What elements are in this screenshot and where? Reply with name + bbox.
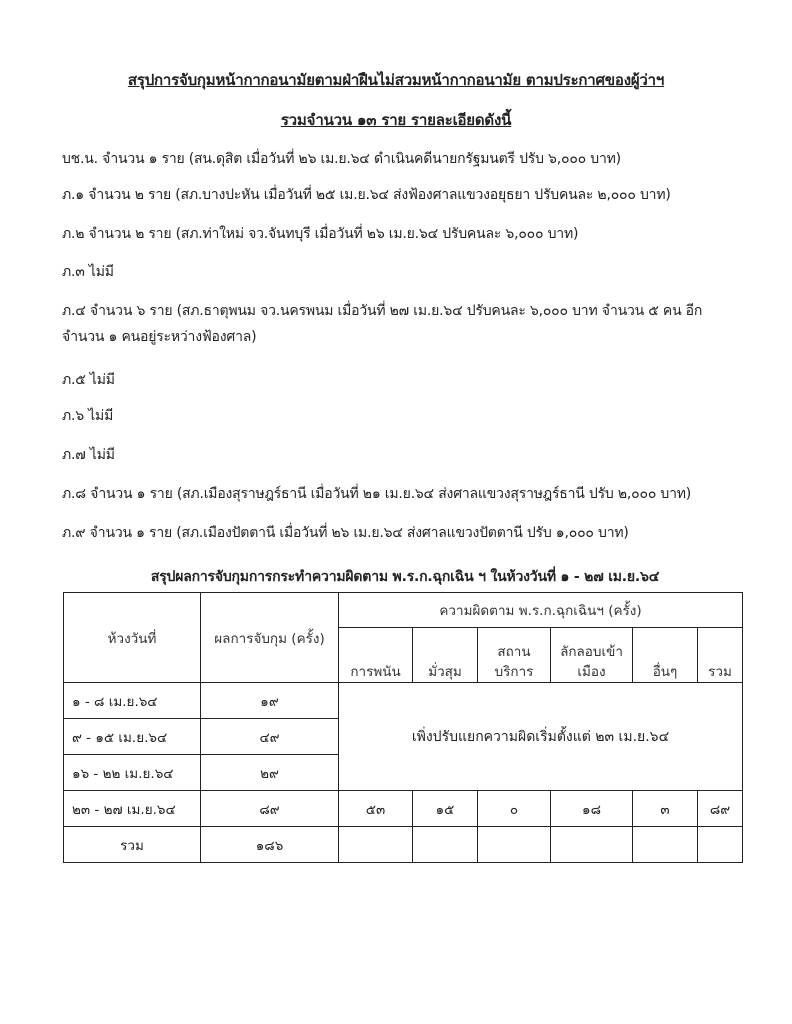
sum-gathering: [413, 827, 478, 863]
header-gathering: มั่วสุม: [413, 628, 478, 683]
entry-region-3: ภ.๓ ไม่มี: [62, 264, 114, 280]
arrest-summary-table: [63, 592, 743, 863]
entry-region-9: ภ.๙ จำนวน ๑ ราย (สภ.เมืองปัตตานี เมื่อวันที่ ๒๖ เม.ย.๖๔ ส่งศาลแขวงปัตตานี ปรับ ๑,๐๐๐ บาท): [62, 525, 629, 541]
document-subtitle: รวมจำนวน ๑๓ ราย รายละเอียดดังนี้: [280, 111, 512, 129]
header-offenses-group: ความผิดตาม พ.ร.ก.ฉุกเฉินฯ (ครั้ง): [339, 593, 743, 628]
cell-other: ๓: [633, 791, 698, 827]
breakdown-note: เพิ่งปรับแยกความผิดเริ่มตั้งแต่ ๒๓ เม.ย.๖๔: [339, 683, 743, 791]
header-venue: [478, 628, 551, 683]
cell-smuggling: ๑๘: [551, 791, 633, 827]
cell-gambling: ๕๓: [339, 791, 413, 827]
sum-smuggling: [551, 827, 633, 863]
header-venue-line1: สถาน: [497, 644, 531, 660]
table-row: [64, 683, 743, 719]
entry-region-8: ภ.๘ จำนวน ๑ ราย (สภ.เมืองสุราษฎร์ธานี เมื่อวันที่ ๒๑ เม.ย.๖๔ ส่งศาลแขวงสุราษฎร์ธานี ปรับ ๒,๐๐๐ บาท): [62, 486, 692, 502]
cell-arrests: ๔๙: [201, 719, 339, 755]
header-other: อื่นๆ: [633, 628, 698, 683]
entry-region-1: ภ.๑ จำนวน ๒ ราย (สภ.บางปะหัน เมื่อวันที่ ๒๕ เม.ย.๖๔ ส่งฟ้องศาลแขวงอยุธยา ปรับคนละ ๒,๐๐๐ บาท): [62, 187, 671, 203]
entry-region-4: ภ.๔ จำนวน ๖ ราย (สภ.ธาตุพนม จว.นครพนม เมื่อวันที่ ๒๗ เม.ย.๖๔ ปรับคนละ ๖,๐๐๐ บาท จำนวน ๕ คน อีกจำนวน ๑ คนอยู่ระหว่างฟ้องศาล): [62, 303, 703, 345]
header-arrests: ผลการจับกุม (ครั้ง): [201, 593, 339, 683]
entry-region-2: ภ.๒ จำนวน ๒ ราย (สภ.ท่าใหม่ จว.จันทบุรี เมื่อวันที่ ๒๖ เม.ย.๖๔ ปรับคนละ ๖,๐๐๐ บาท): [62, 226, 579, 242]
header-gambling: การพนัน: [339, 628, 413, 683]
cell-period: ๑๖ - ๒๒ เม.ย.๖๔: [64, 755, 201, 791]
table-row: [64, 791, 743, 827]
cell-venue: ๐: [478, 791, 551, 827]
cell-gathering: ๑๕: [413, 791, 478, 827]
sum-venue: [478, 827, 551, 863]
entry-region-5: ภ.๕ ไม่มี: [62, 372, 115, 388]
cell-period: ๙ - ๑๕ เม.ย.๖๔: [64, 719, 201, 755]
header-venue-line2: บริการ: [494, 664, 534, 680]
sum-gambling: [339, 827, 413, 863]
entry-region-6: ภ.๖ ไม่มี: [62, 408, 114, 424]
header-row: [64, 593, 743, 628]
header-total: รวม: [698, 628, 743, 683]
sum-row: [64, 827, 743, 863]
sum-other: [633, 827, 698, 863]
sum-label: รวม: [64, 827, 201, 863]
entry-region-7: ภ.๗ ไม่มี: [62, 447, 115, 463]
sum-arrests: ๑๘๖: [201, 827, 339, 863]
header-smuggling-line2: เมือง: [577, 664, 606, 680]
cell-arrests: ๘๙: [201, 791, 339, 827]
header-period: ห้วงวันที่: [64, 593, 201, 683]
cell-arrests: ๒๙: [201, 755, 339, 791]
entry-metropolitan-police: บช.น. จำนวน ๑ ราย (สน.ดุสิต เมื่อวันที่ ๒๖ เม.ย.๖๔ ดำเนินคดีนายกรัฐมนตรี ปรับ ๖,๐๐๐ บาท): [62, 151, 621, 167]
cell-arrests: ๑๙: [201, 683, 339, 719]
cell-period: ๒๓ - ๒๗ เม.ย.๖๔: [64, 791, 201, 827]
header-smuggling-line1: ลักลอบเข้า: [560, 644, 623, 660]
document-title: สรุปการจับกุมหน้ากากอนามัยตามฝ่าฝืนไม่สวมหน้ากากอนามัย ตามประกาศของผู้ว่าฯ: [127, 71, 665, 89]
header-smuggling: [551, 628, 633, 683]
table-title: สรุปผลการจับกุมการกระทำความผิดตาม พ.ร.ก.ฉุกเฉิน ฯ ในห้วงวันที่ ๑ - ๒๗ เม.ย.๖๔: [150, 569, 660, 585]
sum-total: [698, 827, 743, 863]
cell-period: ๑ - ๘ เม.ย.๖๔: [64, 683, 201, 719]
cell-total: ๘๙: [698, 791, 743, 827]
